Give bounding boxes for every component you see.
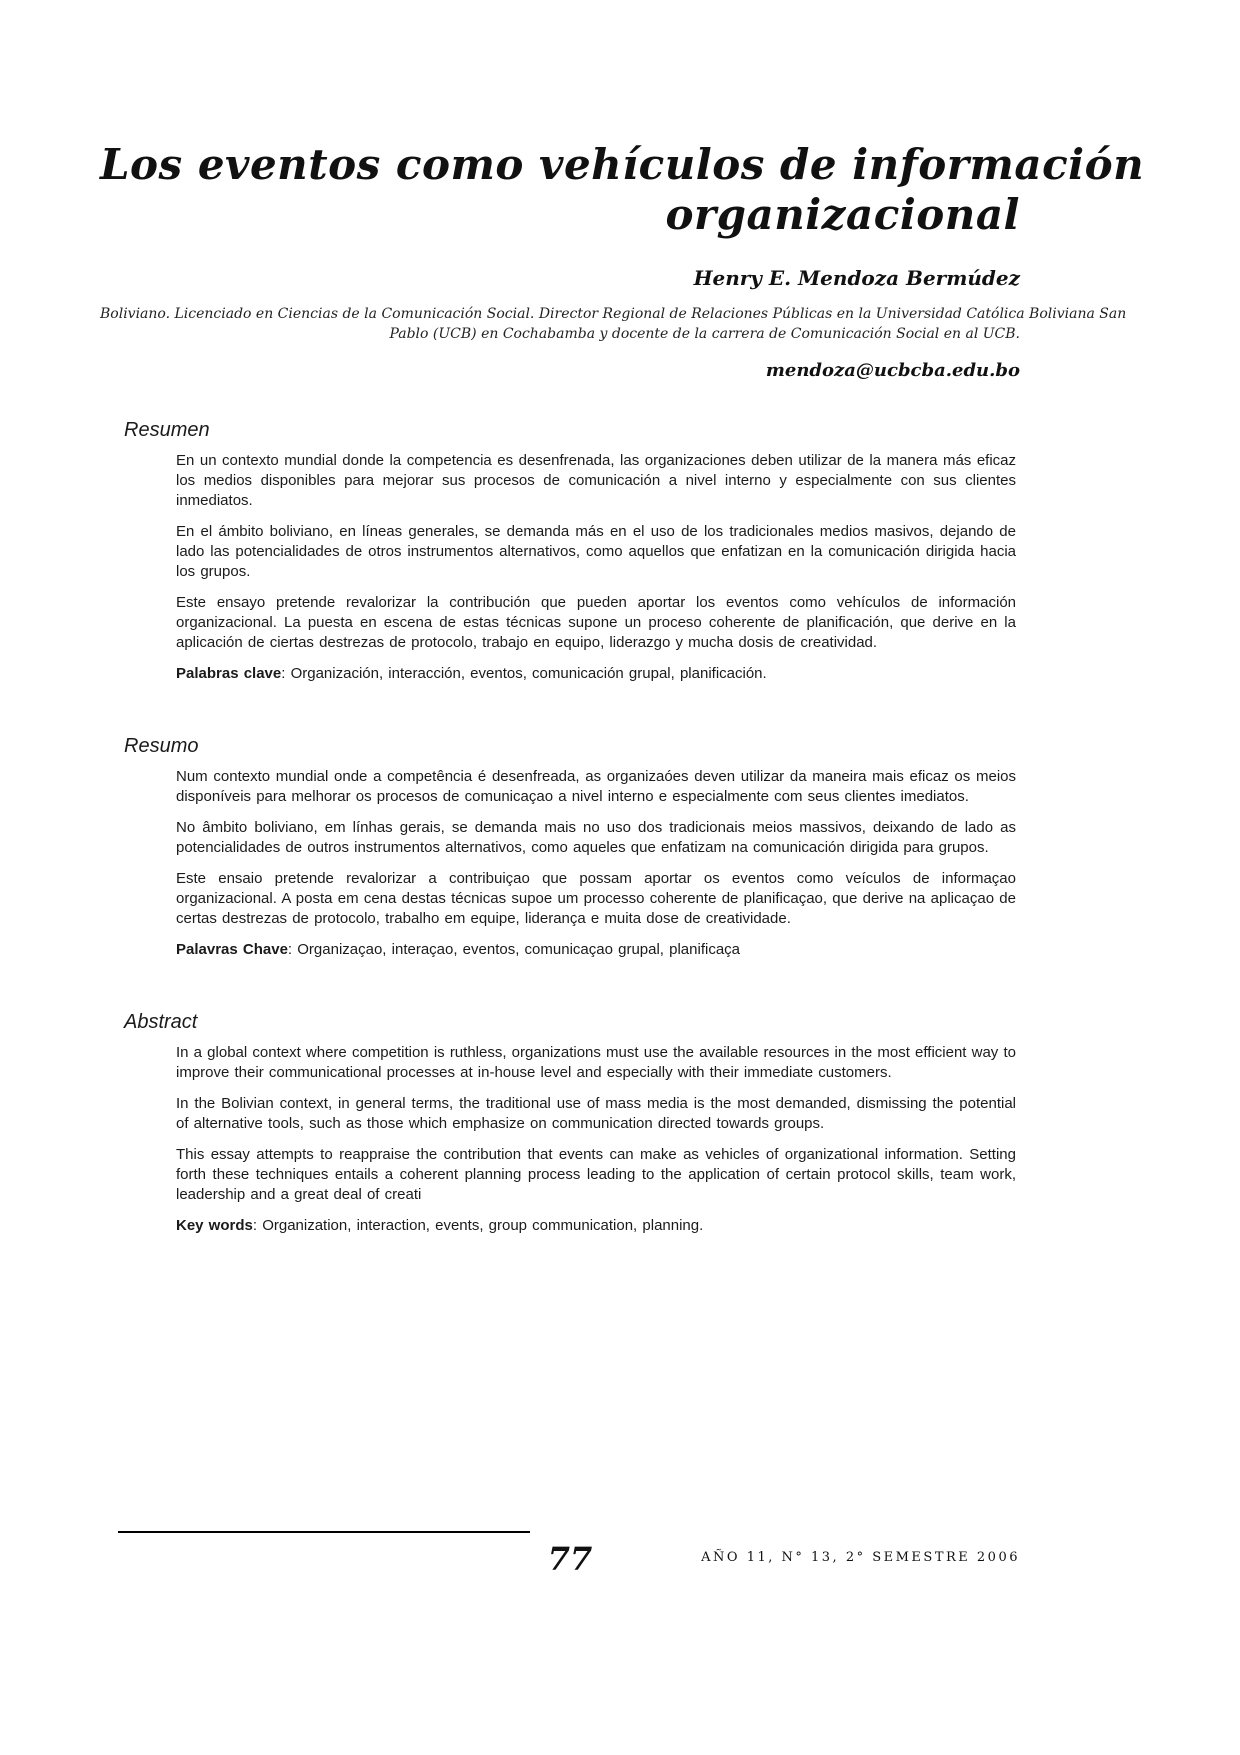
resumo-paragraph-2: No âmbito boliviano, em línhas gerais, se demanda mais no uso dos tradicionais meios massivos, deixando de lado as potencialidades de outros instrumentos alternativos, como aqueles que enfatizam na comunicación dirigida para grupos. [176,819,1016,856]
footer-divider [118,1531,530,1533]
abstract-paragraph-3: This essay attempts to reappraise the contribution that events can make as vehicles of organizational information. Setting forth these techniques entails a coherent planning process leading to the application of certain protocol skills, team work, leadership and a great deal of creati [176,1146,1016,1203]
resumo-paragraph-3: Este ensaio pretende revalorizar a contribuiçao que possam aportar os eventos como veículos de informaçao organizacional. A posta em cena destas técnicas supoe um processo coherente de planificaçao, que derive na aplicaçao de certas destrezas de protocolo, trabalho em equipe, liderança e muita dose de creatividade. [176,870,1016,927]
resumen-paragraph-2: En el ámbito boliviano, en líneas generales, se demanda más en el uso de los tradicionales medios masivos, dejando de lado las potencialidades de otros instrumentos alternativos, como aquellos que enfatizan en la comunicación dirigida hacia los grupos. [176,523,1016,580]
keywords-text: : Organizaçao, interaçao, eventos, comunicaçao grupal, planificaça [287,941,741,958]
section-abstract [124,1010,1016,1236]
keywords-label: Palavras Chave [176,941,288,958]
paper-header [100,140,1145,381]
affiliation-line-2: Pablo (UCB) en Cochabamba y docente de la carrera de Comunicación Social en al UCB. [389,326,1020,342]
section-heading-resumo: Resumo [124,735,199,757]
keywords-text: : Organization, interaction, events, group communication, planning. [252,1217,704,1234]
abstract-paragraph-2: In the Bolivian context, in general terms, the traditional use of mass media is the most demanded, dismissing the potential of alternative tools, such as those which emphasize on communication directed towards groups. [176,1095,1016,1132]
affiliation-line-1: Boliviano. Licenciado en Ciencias de la Comunicación Social. Director Regional de Relaciones Públicas en la Universidad Católica Boliviana San [100,306,1127,322]
page-title-line-1: Los eventos como vehículos de información [100,140,1145,189]
journal-issue-info: AÑO 11, N° 13, 2° SEMESTRE 2006 [701,1550,1020,1565]
resumen-paragraph-1: En un contexto mundial donde la competencia es desenfrenada, las organizaciones deben utilizar de la manera más eficaz los medios disponibles para mejorar sus procesos de comunicación a nivel interno y especialmente con sus clientes inmediatos. [176,452,1016,509]
resumen-keywords [124,664,1016,684]
author-affiliation [100,304,1127,344]
section-resumen [124,418,1016,684]
page-title [100,140,1145,240]
author-email: mendoza@ucbcba.edu.bo [765,360,1020,381]
page-title-line-2: organizacional [665,190,1020,239]
resumen-paragraph-3: Este ensayo pretende revalorizar la contribución que pueden aportar los eventos como vehículos de información organizacional. La puesta en escena de estas técnicas supone un proceso coherente de planificación, que derive en la aplicación de ciertas destrezas de protocolo, trabajo en equipo, liderazgo y mucha dosis de creatividad. [176,594,1016,651]
resumo-keywords [124,940,1016,960]
section-resumo [124,734,1016,960]
abstract-keywords [124,1216,1016,1236]
keywords-text: : Organización, interacción, eventos, comunicación grupal, planificación. [281,665,767,682]
abstract-paragraph-1: In a global context where competition is ruthless, organizations must use the available resources in the most efficient way to improve their communicational processes at in-house level and especially with their immediate customers. [176,1044,1016,1081]
keywords-label: Key words [176,1217,253,1234]
page-number: 77 [547,1540,593,1578]
author-name: Henry E. Mendoza Bermúdez [693,266,1020,290]
section-heading-resumen: Resumen [124,419,210,441]
abstracts-block [124,418,1016,1286]
resumo-paragraph-1: Num contexto mundial onde a competência é desenfreada, as organizaóes deven utilizar da maneira mais eficaz os meios disponíveis para melhorar os procesos de comunicaçao a nivel interno e especialmente com seus clientes imediatos. [176,768,1016,805]
keywords-label: Palabras clave [176,665,282,682]
section-heading-abstract: Abstract [124,1011,198,1033]
